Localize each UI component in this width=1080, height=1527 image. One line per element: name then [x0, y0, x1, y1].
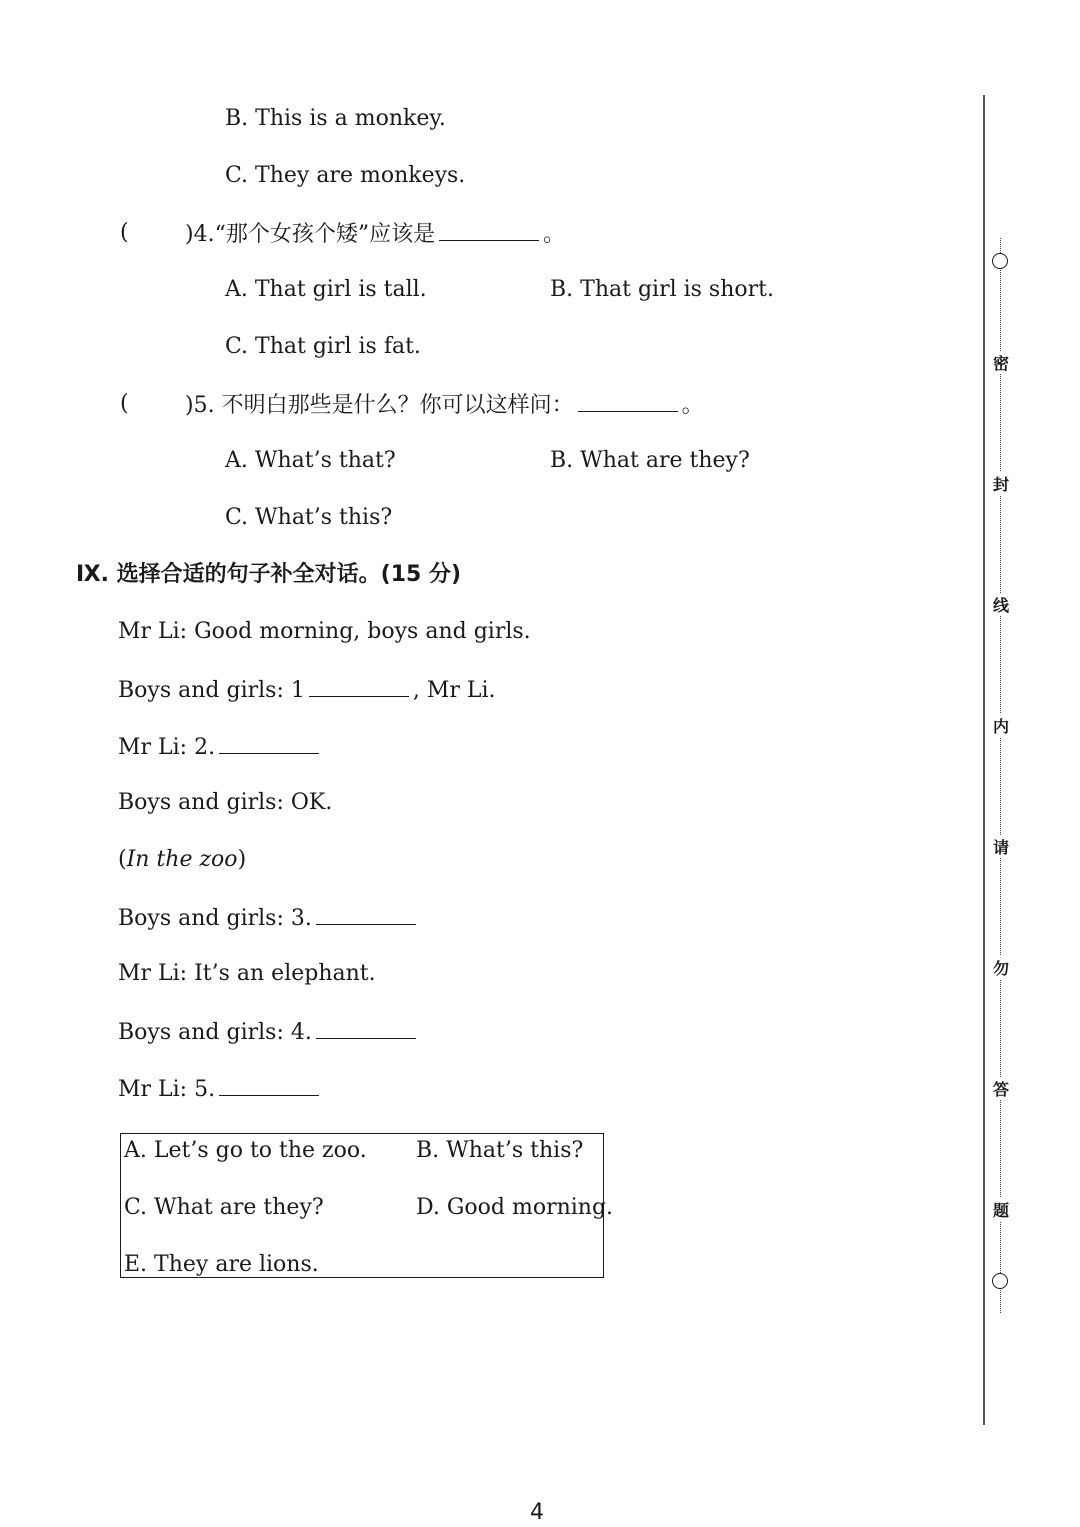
- seal-char-7: 答: [990, 1077, 1012, 1100]
- choice-box: [120, 1133, 614, 1278]
- dialogue-line-2-start: Boys and girls: 1: [118, 678, 305, 703]
- dialogue-line-7: Mr Li: It’s an elephant.: [118, 961, 376, 986]
- dialogue-line-3-text: Mr Li: 2.: [118, 735, 216, 760]
- q5-prompt-text: )5. 不明白那些是什么？你可以这样问：: [185, 393, 574, 418]
- choice-e: E. They are lions.: [124, 1252, 319, 1277]
- q4-prompt-text: )4.“那个女孩个矮”应该是: [185, 222, 436, 247]
- choice-b: B. What’s this?: [416, 1138, 584, 1163]
- q5-option-c: C. What’s this?: [225, 505, 393, 530]
- scene-note-close: ): [237, 847, 247, 872]
- blank-5[interactable]: [219, 1077, 319, 1096]
- dialogue-line-9-text: Mr Li: 5.: [118, 1077, 216, 1102]
- seal-char-2: 封: [990, 472, 1012, 495]
- dialogue-line-6-text: Boys and girls: 3.: [118, 906, 312, 931]
- binding-hole-top-icon: [992, 253, 1008, 269]
- dialogue-line-9: [118, 1077, 323, 1101]
- dialogue-line-8: [118, 1020, 420, 1044]
- dialogue-line-3: [118, 735, 323, 759]
- q5-option-a: A. What’s that?: [225, 448, 396, 473]
- dialogue-line-6: [118, 906, 420, 930]
- dialogue-line-2: [118, 678, 496, 702]
- margin-rule: [983, 95, 985, 1425]
- blank-3[interactable]: [316, 906, 416, 925]
- q5-option-b: B. What are they?: [550, 448, 750, 473]
- q5-prompt: [185, 393, 704, 417]
- blank-1[interactable]: [309, 678, 409, 697]
- page-number: 4: [530, 1500, 544, 1525]
- scene-note-open: (: [118, 847, 127, 872]
- dialogue-line-1: Mr Li: Good morning, boys and girls.: [118, 619, 531, 644]
- q4-prompt: [185, 222, 565, 246]
- q5-answer-blank[interactable]: [578, 393, 678, 412]
- q4-paren: (: [120, 220, 129, 245]
- choice-a: A. Let’s go to the zoo.: [124, 1138, 367, 1163]
- choice-d: D. Good morning.: [416, 1195, 614, 1220]
- choice-c: C. What are they?: [124, 1195, 324, 1220]
- q4-option-a: A. That girl is tall.: [225, 277, 427, 302]
- seal-char-8: 题: [990, 1198, 1012, 1221]
- section-9-heading: Ⅸ. 选择合适的句子补全对话。(15 分): [76, 562, 462, 587]
- q3-option-c: C. They are monkeys.: [225, 163, 466, 188]
- binding-hole-bottom-icon: [992, 1273, 1008, 1289]
- q5-prompt-end: 。: [681, 393, 704, 418]
- blank-2[interactable]: [219, 735, 319, 754]
- q4-option-b: B. That girl is short.: [550, 277, 774, 302]
- seal-char-3: 线: [990, 593, 1012, 616]
- blank-4[interactable]: [316, 1020, 416, 1039]
- q3-option-b: B. This is a monkey.: [225, 106, 446, 131]
- seal-char-1: 密: [990, 351, 1012, 374]
- seal-char-5: 请: [990, 835, 1012, 858]
- q5-paren: (: [120, 391, 129, 416]
- q4-prompt-end: 。: [543, 222, 566, 247]
- seal-dotted-line: [1000, 238, 1001, 1313]
- q4-option-c: C. That girl is fat.: [225, 334, 421, 359]
- scene-note-text: In the zoo: [126, 847, 238, 872]
- seal-char-6: 勿: [990, 956, 1012, 979]
- seal-char-4: 内: [990, 714, 1012, 737]
- scene-note: [118, 849, 246, 871]
- dialogue-line-8-text: Boys and girls: 4.: [118, 1020, 312, 1045]
- dialogue-line-2-end: , Mr Li.: [412, 678, 496, 703]
- q4-answer-blank[interactable]: [439, 222, 539, 241]
- dialogue-line-4: Boys and girls: OK.: [118, 790, 333, 815]
